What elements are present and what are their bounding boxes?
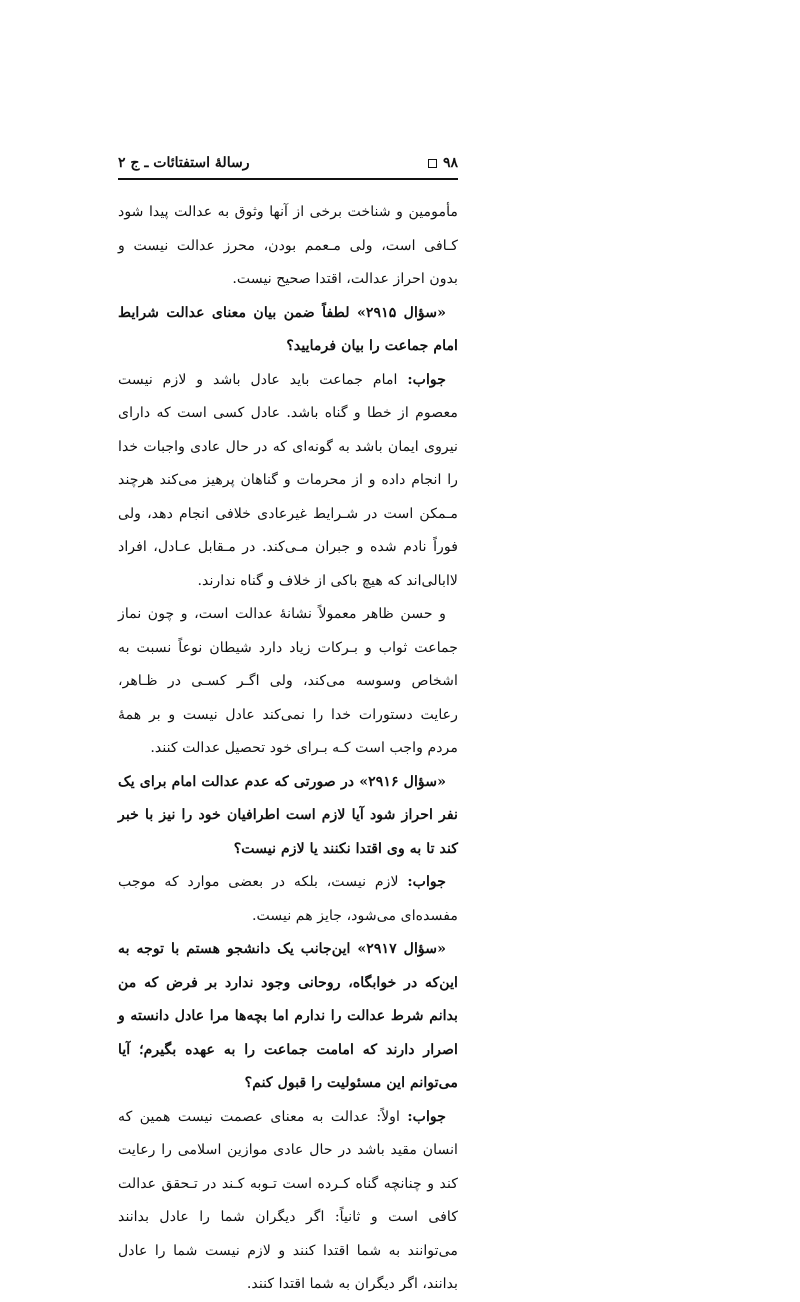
book-title: رسالهٔ استفتائات ـ ج ۲ (118, 155, 250, 171)
question-label: «سؤال ۲۹۱۷» (357, 941, 446, 957)
answer-2915 (118, 364, 458, 599)
question-text: در صورتی که عدم عدالت امام برای یک نفر احراز شود آیا لازم است اطرافیان خود را نیز با خبر کند تا به وی اقتدا نکنند یا لازم نیست؟ (118, 773, 458, 857)
paragraph-text: مأمومین و شناخت برخی از آنها وثوق به عدالت پیدا شود کـافی است، ولی مـعمم بودن، محرز عدالت نیست و بدون احراز عدالت، اقتدا صحیح نیست. (118, 204, 458, 287)
question-label: «سؤال ۲۹۱۵» (356, 304, 447, 321)
header-divider (118, 178, 458, 180)
answer-label: جواب: (407, 371, 446, 388)
answer-2916 (118, 866, 458, 933)
page-number-group (428, 155, 458, 171)
body-text (118, 196, 458, 1302)
page-number: ۹۸ (442, 155, 458, 171)
question-2915 (118, 297, 458, 364)
answer-text: امام جماعت باید عادل باشد و لازم نیست معصوم از خطا و گناه باشد. عادل کسی است که دارای نیروی ایمان باشد به گونه‌ای که در حال عادی واجبات خدا را انجام داده و از محرمات و گناهان پرهیز می‌کند هرچند مـمکن است در شـرایط غیرعادی خلافی انجام دهد، ولی فوراً نادم شده و جبران مـی‌کند. در مـقابل عـادل، افراد لاابالی‌اند که هیچ باکی از خلاف و گناه ندارند. (118, 371, 458, 589)
page-header (118, 150, 458, 176)
paragraph-text: و حسن ظاهر معمولاً نشانهٔ عدالت است، و چون نماز جماعت ثواب و بـرکات زیاد دارد شیطان نوعاً نسبت به اشخاص وسوسه می‌کند، ولی اگـر کسـی در ظـاهر، رعایت دستورات خدا را نمی‌کند عادل نیست و بر همهٔ مردم واجب است کـه بـرای خود تحصیل عدالت کنند. (118, 606, 458, 756)
answer-text: لازم نیست، بلکه در بعضی موارد که موجب مفسده‌ای می‌شود، جایز هم نیست. (118, 874, 458, 924)
answer-label: جواب: (407, 1108, 446, 1125)
paragraph-continuation (118, 196, 458, 297)
answer-2917 (118, 1101, 458, 1302)
square-icon (428, 159, 437, 168)
question-2916 (118, 766, 458, 867)
question-label: «سؤال ۲۹۱۶» (359, 773, 447, 790)
paragraph-good-appearance (118, 598, 458, 766)
answer-label: جواب: (407, 874, 446, 890)
question-text: لطفاً ضمن بیان معنای عدالت شرایط امام جماعت را بیان فرمایید؟ (118, 304, 458, 354)
question-2917 (118, 933, 458, 1101)
answer-text: اولاً: عدالت به معنای عصمت نیست همین که انسان مقید باشد در حال عادی موازین اسلامی را رعایت کند و چنانچه گناه کـرده است تـوبه کـند در تـحقق عدالت کافی است و ثانیاً: اگر دیگران شما را عادل بدانند می‌توانند به شما اقتدا کنند و لازم نیست شما را عادل بدانند، اگر دیگران به شما اقتدا کنند. (118, 1108, 458, 1292)
question-text: این‌جانب یک دانشجو هستم با توجه به این‌که در خوابگاه، روحانی وجود ندارد بر فرض که من بدانم شرط عدالت را ندارم اما بچه‌ها مرا عادل دانسته و اصرار دارند که امامت جماعت را به عهده بگیرم؛ آیا می‌توانم این مسئولیت را قبول کنم؟ (118, 941, 458, 1091)
